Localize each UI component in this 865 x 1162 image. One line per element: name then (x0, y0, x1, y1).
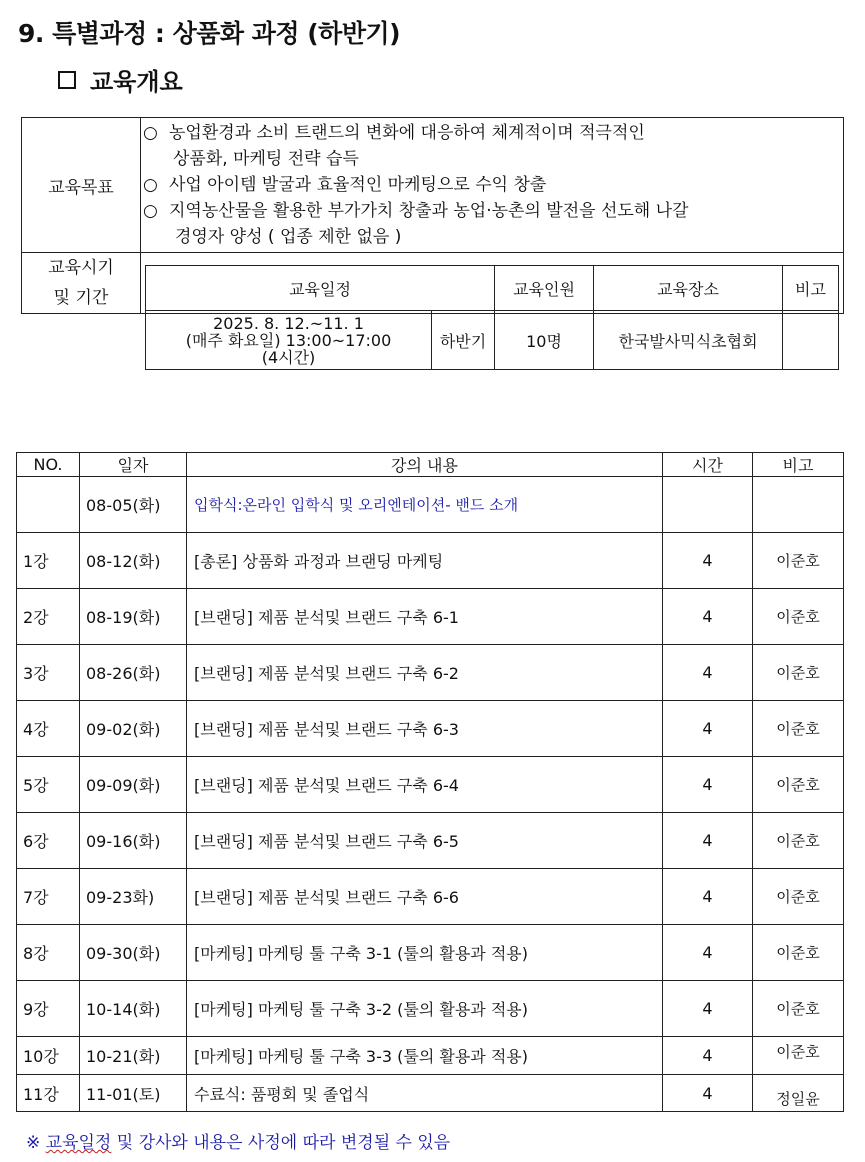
reference-mark-icon: ※ (26, 1133, 41, 1153)
lecture-no: 2강 (17, 589, 80, 645)
date-header: 일자 (80, 453, 187, 477)
table-row (17, 1037, 844, 1075)
lecture-no: 8강 (17, 925, 80, 981)
lecture-instructor: 이준호 (753, 757, 844, 813)
lecture-instructor: 이준호 (753, 981, 844, 1037)
lecture-time: 4 (663, 533, 753, 589)
lecture-date: 09-23화) (80, 869, 187, 925)
lecture-content: 수료식: 품평회 및 졸업식 (187, 1075, 663, 1112)
note-header: 비고 (783, 266, 839, 311)
schedule-date (146, 311, 432, 370)
section-heading-text: 교육개요 (90, 68, 183, 96)
lecture-instructor: 이준호 (753, 645, 844, 701)
lecture-date: 09-30(화) (80, 925, 187, 981)
note-value (783, 311, 839, 370)
table-row (17, 1075, 844, 1112)
lecture-content: [브랜딩] 제품 분석및 브랜드 구축 6-6 (187, 869, 663, 925)
lecture-instructor: 이준호 (753, 701, 844, 757)
lecture-no: 9강 (17, 981, 80, 1037)
lecture-date: 08-26(화) (80, 645, 187, 701)
goal-label: 교육목표 (22, 118, 141, 253)
lecture-content: [브랜딩] 제품 분석및 브랜드 구축 6-5 (187, 813, 663, 869)
goal-item (143, 198, 839, 250)
table-row (17, 981, 844, 1037)
lecture-no: 3강 (17, 645, 80, 701)
lecture-content: [마케팅] 마케팅 툴 구축 3-3 (툴의 활용과 적용) (187, 1037, 663, 1075)
section-heading (58, 62, 183, 97)
circle-bullet-icon: ○ (143, 175, 158, 195)
lecture-header-row (17, 453, 844, 477)
schedule-header: 교육일정 (146, 266, 495, 311)
period-label-line2: 및 기간 (53, 288, 109, 308)
period-label (22, 253, 141, 314)
lecture-time: 4 (663, 757, 753, 813)
goals-cell (141, 118, 844, 253)
goal-text-continued: 상품화, 마케팅 전략 습득 (173, 149, 359, 169)
lecture-instructor: 이준호 (753, 869, 844, 925)
lecture-no: 6강 (17, 813, 80, 869)
lecture-instructor: 정일윤 (753, 1075, 844, 1112)
lecture-date: 08-12(화) (80, 533, 187, 589)
table-row (17, 477, 844, 533)
lecture-date: 08-19(화) (80, 589, 187, 645)
document-title: 9. 특별과정 : 상품화 과정 (하반기) (18, 19, 401, 48)
checkbox-bullet-icon (58, 71, 76, 89)
schedule-header-row (146, 266, 839, 311)
lecture-time: 4 (663, 1075, 753, 1112)
lecture-no: 7강 (17, 869, 80, 925)
lecture-content: [브랜딩] 제품 분석및 브랜드 구축 6-1 (187, 589, 663, 645)
table-row (17, 701, 844, 757)
goal-text: 농업환경과 소비 트랜드의 변화에 대응하여 체계적이며 적극적인 (169, 123, 645, 143)
lecture-time: 4 (663, 813, 753, 869)
lecture-date: 09-16(화) (80, 813, 187, 869)
table-row (17, 757, 844, 813)
overview-table (21, 117, 844, 367)
period-row (22, 253, 844, 314)
table-row (17, 925, 844, 981)
lecture-time: 4 (663, 981, 753, 1037)
lecture-no (17, 477, 80, 533)
schedule-weekly-time: (매주 화요일) 13:00~17:00 (185, 330, 392, 350)
headcount-header: 교육인원 (495, 266, 594, 311)
goal-text: 사업 아이템 발굴과 효율적인 마케팅으로 수익 창출 (169, 175, 547, 195)
schedule-duration: (4시간) (261, 347, 316, 367)
lecture-time: 4 (663, 701, 753, 757)
lecture-time: 4 (663, 925, 753, 981)
goal-item (143, 120, 839, 172)
lecture-no: 5강 (17, 757, 80, 813)
lecture-date: 10-14(화) (80, 981, 187, 1037)
goal-text-continued: 경영자 양성 ( 업종 제한 없음 ) (175, 227, 402, 247)
goal-text: 지역농산물을 활용한 부가가치 창출과 농업·농촌의 발전을 선도해 나갈 (169, 201, 689, 221)
footnote-text: 및 강사와 내용은 사정에 따라 변경될 수 있음 (111, 1133, 451, 1153)
lecture-content: [브랜딩] 제품 분석및 브랜드 구축 6-2 (187, 645, 663, 701)
schedule-row (146, 311, 839, 370)
schedule-half: 하반기 (432, 311, 495, 370)
time-header: 시간 (663, 453, 753, 477)
lecture-instructor: 이준호 (753, 589, 844, 645)
lecture-date: 09-02(화) (80, 701, 187, 757)
lecture-no: 4강 (17, 701, 80, 757)
table-row (17, 533, 844, 589)
lecture-table (16, 452, 844, 1112)
period-label-line1: 교육시기 (48, 258, 114, 278)
lecture-instructor (753, 477, 844, 533)
no-header: NO. (17, 453, 80, 477)
lecture-date: 09-09(화) (80, 757, 187, 813)
circle-bullet-icon: ○ (143, 123, 158, 143)
table-row (17, 645, 844, 701)
lecture-content: [총론] 상품화 과정과 브랜딩 마케팅 (187, 533, 663, 589)
lecture-content: [마케팅] 마케팅 툴 구축 3-2 (툴의 활용과 적용) (187, 981, 663, 1037)
goal-item (143, 172, 839, 198)
lecture-time (663, 477, 753, 533)
footnote-underlined-word: 교육일정 (45, 1133, 112, 1153)
content-header: 강의 내용 (187, 453, 663, 477)
lecture-instructor: 이준호 (753, 925, 844, 981)
lecture-instructor: 이준호 (753, 533, 844, 589)
table-row (17, 813, 844, 869)
lecture-date: 08-05(화) (80, 477, 187, 533)
goals-row (22, 118, 844, 253)
lecture-time: 4 (663, 589, 753, 645)
lecture-time: 4 (663, 869, 753, 925)
lecture-no: 10강 (17, 1037, 80, 1075)
lecture-content: [브랜딩] 제품 분석및 브랜드 구축 6-3 (187, 701, 663, 757)
table-row (17, 869, 844, 925)
schedule-date-range: 2025. 8. 12.~11. 1 (213, 313, 364, 333)
schedule-cell (141, 253, 844, 367)
lecture-time: 4 (663, 645, 753, 701)
venue-value: 한국발사믹식초협회 (594, 311, 783, 370)
headcount-value: 10명 (495, 311, 594, 370)
lecture-date: 10-21(화) (80, 1037, 187, 1075)
lecture-no: 11강 (17, 1075, 80, 1112)
table-row (17, 589, 844, 645)
lecture-instructor: 이준호 (753, 813, 844, 869)
schedule-table (145, 265, 839, 370)
lecture-date: 11-01(토) (80, 1075, 187, 1112)
venue-header: 교육장소 (594, 266, 783, 311)
lecture-instructor: 이준호 (753, 1037, 844, 1075)
footnote (26, 1128, 450, 1153)
note-header: 비고 (753, 453, 844, 477)
lecture-content: [브랜딩] 제품 분석및 브랜드 구축 6-4 (187, 757, 663, 813)
circle-bullet-icon: ○ (143, 201, 158, 221)
lecture-content: 입학식:온라인 입학식 및 오리엔테이션- 밴드 소개 (187, 477, 663, 533)
lecture-time: 4 (663, 1037, 753, 1075)
lecture-no: 1강 (17, 533, 80, 589)
lecture-content: [마케팅] 마케팅 툴 구축 3-1 (툴의 활용과 적용) (187, 925, 663, 981)
